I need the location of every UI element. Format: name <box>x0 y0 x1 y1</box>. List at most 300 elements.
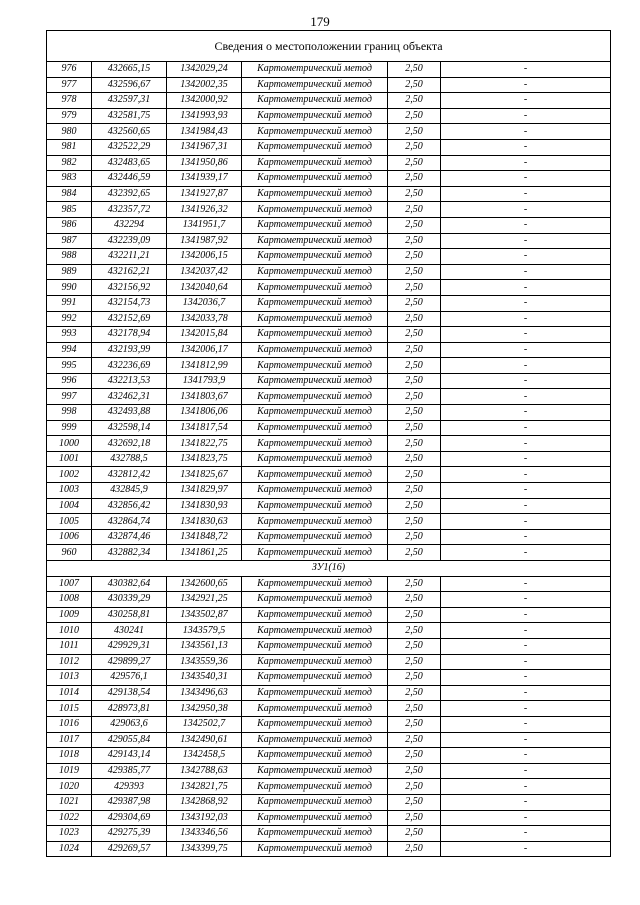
point-number-cell: 996 <box>47 373 92 389</box>
accuracy-cell: 2,50 <box>388 249 441 265</box>
coord-y-cell: 1341825,67 <box>167 467 242 483</box>
table-row <box>47 607 611 623</box>
point-number-cell: 1020 <box>47 779 92 795</box>
accuracy-cell: 2,50 <box>388 529 441 545</box>
accuracy-cell: 2,50 <box>388 186 441 202</box>
table-title-row <box>47 31 611 62</box>
description-cell: - <box>441 139 611 155</box>
coord-x-cell: 432154,73 <box>92 295 167 311</box>
accuracy-cell: 2,50 <box>388 280 441 296</box>
method-cell: Картометрический метод <box>242 171 388 187</box>
method-cell: Картометрический метод <box>242 405 388 421</box>
coord-y-cell: 1341830,63 <box>167 514 242 530</box>
description-cell: - <box>441 685 611 701</box>
method-cell: Картометрический метод <box>242 217 388 233</box>
description-cell: - <box>441 249 611 265</box>
accuracy-cell: 2,50 <box>388 576 441 592</box>
table-row <box>47 342 611 358</box>
point-number-cell: 1015 <box>47 701 92 717</box>
accuracy-cell: 2,50 <box>388 701 441 717</box>
point-number-cell: 1017 <box>47 732 92 748</box>
method-cell: Картометрический метод <box>242 607 388 623</box>
table-row <box>47 405 611 421</box>
coord-x-cell: 432462,31 <box>92 389 167 405</box>
accuracy-cell: 2,50 <box>388 420 441 436</box>
method-cell: Картометрический метод <box>242 451 388 467</box>
accuracy-cell: 2,50 <box>388 638 441 654</box>
coord-y-cell: 1342502,7 <box>167 716 242 732</box>
description-cell: - <box>441 358 611 374</box>
coord-y-cell: 1342868,92 <box>167 794 242 810</box>
accuracy-cell: 2,50 <box>388 108 441 124</box>
point-number-cell: 1011 <box>47 638 92 654</box>
coord-y-cell: 1342490,61 <box>167 732 242 748</box>
coord-x-cell: 429138,54 <box>92 685 167 701</box>
table-row <box>47 810 611 826</box>
table-row <box>47 186 611 202</box>
method-cell: Картометрический метод <box>242 514 388 530</box>
coord-x-cell: 432152,69 <box>92 311 167 327</box>
method-cell: Картометрический метод <box>242 373 388 389</box>
coord-y-cell: 1342950,38 <box>167 701 242 717</box>
accuracy-cell: 2,50 <box>388 748 441 764</box>
accuracy-cell: 2,50 <box>388 685 441 701</box>
coord-y-cell: 1341950,86 <box>167 155 242 171</box>
table-row <box>47 794 611 810</box>
point-number-cell: 993 <box>47 327 92 343</box>
point-number-cell: 980 <box>47 124 92 140</box>
point-number-cell: 976 <box>47 62 92 78</box>
description-cell: - <box>441 467 611 483</box>
description-cell: - <box>441 498 611 514</box>
accuracy-cell: 2,50 <box>388 139 441 155</box>
table-row <box>47 592 611 608</box>
table-row <box>47 389 611 405</box>
point-number-cell: 995 <box>47 358 92 374</box>
description-cell: - <box>441 186 611 202</box>
coord-x-cell: 429063,6 <box>92 716 167 732</box>
point-number-cell: 977 <box>47 77 92 93</box>
method-cell: Картометрический метод <box>242 623 388 639</box>
description-cell: - <box>441 124 611 140</box>
coord-x-cell: 432864,74 <box>92 514 167 530</box>
coord-x-cell: 432560,65 <box>92 124 167 140</box>
method-cell: Картометрический метод <box>242 748 388 764</box>
method-cell: Картометрический метод <box>242 654 388 670</box>
method-cell: Картометрический метод <box>242 249 388 265</box>
accuracy-cell: 2,50 <box>388 77 441 93</box>
coord-y-cell: 1341939,17 <box>167 171 242 187</box>
coord-x-cell: 432236,69 <box>92 358 167 374</box>
point-number-cell: 1024 <box>47 841 92 857</box>
method-cell: Картометрический метод <box>242 638 388 654</box>
method-cell: Картометрический метод <box>242 685 388 701</box>
point-number-cell: 988 <box>47 249 92 265</box>
table-row <box>47 108 611 124</box>
table-row <box>47 217 611 233</box>
accuracy-cell: 2,50 <box>388 93 441 109</box>
method-cell: Картометрический метод <box>242 467 388 483</box>
method-cell: Картометрический метод <box>242 498 388 514</box>
coord-y-cell: 1343561,13 <box>167 638 242 654</box>
table-row <box>47 654 611 670</box>
description-cell: - <box>441 233 611 249</box>
method-cell: Картометрический метод <box>242 436 388 452</box>
accuracy-cell: 2,50 <box>388 826 441 842</box>
table-row <box>47 436 611 452</box>
method-cell: Картометрический метод <box>242 77 388 93</box>
coord-y-cell: 1341993,93 <box>167 108 242 124</box>
coord-x-cell: 432294 <box>92 217 167 233</box>
table-row <box>47 373 611 389</box>
coord-y-cell: 1341984,43 <box>167 124 242 140</box>
method-cell: Картометрический метод <box>242 794 388 810</box>
table-row <box>47 327 611 343</box>
coord-y-cell: 1342037,42 <box>167 264 242 280</box>
table-row <box>47 155 611 171</box>
method-cell: Картометрический метод <box>242 358 388 374</box>
description-cell: - <box>441 716 611 732</box>
accuracy-cell: 2,50 <box>388 405 441 421</box>
coord-y-cell: 1341793,9 <box>167 373 242 389</box>
description-cell: - <box>441 311 611 327</box>
accuracy-cell: 2,50 <box>388 498 441 514</box>
coord-y-cell: 1341951,7 <box>167 217 242 233</box>
coord-y-cell: 1341812,99 <box>167 358 242 374</box>
accuracy-cell: 2,50 <box>388 592 441 608</box>
point-number-cell: 1001 <box>47 451 92 467</box>
point-number-cell: 1002 <box>47 467 92 483</box>
accuracy-cell: 2,50 <box>388 171 441 187</box>
description-cell: - <box>441 841 611 857</box>
description-cell: - <box>441 607 611 623</box>
coord-x-cell: 429143,14 <box>92 748 167 764</box>
description-cell: - <box>441 280 611 296</box>
point-number-cell: 999 <box>47 420 92 436</box>
method-cell: Картометрический метод <box>242 841 388 857</box>
point-number-cell: 978 <box>47 93 92 109</box>
coord-x-cell: 432882,34 <box>92 545 167 561</box>
section-label: ЗУ1(16) <box>47 561 611 577</box>
method-cell: Картометрический метод <box>242 280 388 296</box>
point-number-cell: 1016 <box>47 716 92 732</box>
boundary-coordinates-table <box>46 30 611 857</box>
coord-x-cell: 432156,92 <box>92 280 167 296</box>
coord-y-cell: 1342821,75 <box>167 779 242 795</box>
table-row <box>47 420 611 436</box>
point-number-cell: 1006 <box>47 529 92 545</box>
coord-x-cell: 432812,42 <box>92 467 167 483</box>
description-cell: - <box>441 373 611 389</box>
accuracy-cell: 2,50 <box>388 779 441 795</box>
coord-x-cell: 432392,65 <box>92 186 167 202</box>
table-row <box>47 623 611 639</box>
accuracy-cell: 2,50 <box>388 451 441 467</box>
coord-y-cell: 1341823,75 <box>167 451 242 467</box>
accuracy-cell: 2,50 <box>388 654 441 670</box>
description-cell: - <box>441 545 611 561</box>
accuracy-cell: 2,50 <box>388 62 441 78</box>
point-number-cell: 1005 <box>47 514 92 530</box>
point-number-cell: 1018 <box>47 748 92 764</box>
coord-y-cell: 1341806,06 <box>167 405 242 421</box>
accuracy-cell: 2,50 <box>388 545 441 561</box>
coord-x-cell: 432357,72 <box>92 202 167 218</box>
accuracy-cell: 2,50 <box>388 217 441 233</box>
coord-y-cell: 1341830,93 <box>167 498 242 514</box>
accuracy-cell: 2,50 <box>388 810 441 826</box>
description-cell: - <box>441 576 611 592</box>
description-cell: - <box>441 794 611 810</box>
description-cell: - <box>441 732 611 748</box>
description-cell: - <box>441 514 611 530</box>
method-cell: Картометрический метод <box>242 529 388 545</box>
description-cell: - <box>441 638 611 654</box>
point-number-cell: 960 <box>47 545 92 561</box>
description-cell: - <box>441 436 611 452</box>
table-title: Сведения о местоположении границ объекта <box>47 31 611 62</box>
coord-x-cell: 432692,18 <box>92 436 167 452</box>
point-number-cell: 1000 <box>47 436 92 452</box>
table-row <box>47 529 611 545</box>
coord-y-cell: 1342036,7 <box>167 295 242 311</box>
table-row <box>47 716 611 732</box>
method-cell: Картометрический метод <box>242 670 388 686</box>
table-row <box>47 264 611 280</box>
coord-y-cell: 1342458,5 <box>167 748 242 764</box>
table-row <box>47 249 611 265</box>
accuracy-cell: 2,50 <box>388 716 441 732</box>
coord-x-cell: 429387,98 <box>92 794 167 810</box>
accuracy-cell: 2,50 <box>388 389 441 405</box>
coord-y-cell: 1342006,15 <box>167 249 242 265</box>
point-number-cell: 1009 <box>47 607 92 623</box>
coord-y-cell: 1342015,84 <box>167 327 242 343</box>
method-cell: Картометрический метод <box>242 763 388 779</box>
method-cell: Картометрический метод <box>242 342 388 358</box>
point-number-cell: 984 <box>47 186 92 202</box>
accuracy-cell: 2,50 <box>388 342 441 358</box>
coord-x-cell: 432788,5 <box>92 451 167 467</box>
coord-x-cell: 429929,31 <box>92 638 167 654</box>
method-cell: Картометрический метод <box>242 155 388 171</box>
coord-x-cell: 429385,77 <box>92 763 167 779</box>
point-number-cell: 994 <box>47 342 92 358</box>
point-number-cell: 1014 <box>47 685 92 701</box>
coord-x-cell: 432483,65 <box>92 155 167 171</box>
coord-x-cell: 432239,09 <box>92 233 167 249</box>
coord-y-cell: 1341987,92 <box>167 233 242 249</box>
table-row <box>47 638 611 654</box>
coord-x-cell: 432522,29 <box>92 139 167 155</box>
table-row <box>47 514 611 530</box>
description-cell: - <box>441 763 611 779</box>
description-cell: - <box>441 405 611 421</box>
accuracy-cell: 2,50 <box>388 436 441 452</box>
point-number-cell: 998 <box>47 405 92 421</box>
method-cell: Картометрический метод <box>242 576 388 592</box>
point-number-cell: 1013 <box>47 670 92 686</box>
coord-x-cell: 432874,46 <box>92 529 167 545</box>
coord-x-cell: 432493,88 <box>92 405 167 421</box>
point-number-cell: 979 <box>47 108 92 124</box>
method-cell: Картометрический метод <box>242 62 388 78</box>
coord-x-cell: 432178,94 <box>92 327 167 343</box>
description-cell: - <box>441 810 611 826</box>
description-cell: - <box>441 155 611 171</box>
method-cell: Картометрический метод <box>242 389 388 405</box>
method-cell: Картометрический метод <box>242 327 388 343</box>
coord-y-cell: 1343559,36 <box>167 654 242 670</box>
accuracy-cell: 2,50 <box>388 202 441 218</box>
accuracy-cell: 2,50 <box>388 327 441 343</box>
point-number-cell: 989 <box>47 264 92 280</box>
method-cell: Картометрический метод <box>242 420 388 436</box>
accuracy-cell: 2,50 <box>388 155 441 171</box>
coord-y-cell: 1341967,31 <box>167 139 242 155</box>
coord-x-cell: 432213,53 <box>92 373 167 389</box>
point-number-cell: 1004 <box>47 498 92 514</box>
point-number-cell: 990 <box>47 280 92 296</box>
coord-y-cell: 1341848,72 <box>167 529 242 545</box>
method-cell: Картометрический метод <box>242 108 388 124</box>
coord-x-cell: 432581,75 <box>92 108 167 124</box>
point-number-cell: 1007 <box>47 576 92 592</box>
coord-x-cell: 432193,99 <box>92 342 167 358</box>
point-number-cell: 1023 <box>47 826 92 842</box>
table-row <box>47 701 611 717</box>
coord-y-cell: 1341817,54 <box>167 420 242 436</box>
coord-x-cell: 432598,14 <box>92 420 167 436</box>
coord-y-cell: 1343540,31 <box>167 670 242 686</box>
description-cell: - <box>441 592 611 608</box>
coord-x-cell: 429304,69 <box>92 810 167 826</box>
coord-y-cell: 1342033,78 <box>167 311 242 327</box>
point-number-cell: 997 <box>47 389 92 405</box>
table-row <box>47 763 611 779</box>
method-cell: Картометрический метод <box>242 93 388 109</box>
point-number-cell: 1010 <box>47 623 92 639</box>
coord-x-cell: 432162,21 <box>92 264 167 280</box>
description-cell: - <box>441 217 611 233</box>
accuracy-cell: 2,50 <box>388 732 441 748</box>
coord-x-cell: 430258,81 <box>92 607 167 623</box>
description-cell: - <box>441 779 611 795</box>
accuracy-cell: 2,50 <box>388 483 441 499</box>
method-cell: Картометрический метод <box>242 826 388 842</box>
point-number-cell: 992 <box>47 311 92 327</box>
table-row <box>47 826 611 842</box>
table-row <box>47 124 611 140</box>
method-cell: Картометрический метод <box>242 264 388 280</box>
table-row <box>47 62 611 78</box>
description-cell: - <box>441 77 611 93</box>
coord-y-cell: 1341803,67 <box>167 389 242 405</box>
method-cell: Картометрический метод <box>242 732 388 748</box>
accuracy-cell: 2,50 <box>388 607 441 623</box>
table-row <box>47 202 611 218</box>
accuracy-cell: 2,50 <box>388 311 441 327</box>
description-cell: - <box>441 264 611 280</box>
coord-x-cell: 429393 <box>92 779 167 795</box>
coord-x-cell: 429055,84 <box>92 732 167 748</box>
description-cell: - <box>441 327 611 343</box>
point-number-cell: 1021 <box>47 794 92 810</box>
coord-x-cell: 432596,67 <box>92 77 167 93</box>
coord-x-cell: 432211,21 <box>92 249 167 265</box>
point-number-cell: 986 <box>47 217 92 233</box>
description-cell: - <box>441 623 611 639</box>
description-cell: - <box>441 108 611 124</box>
coord-x-cell: 432845,9 <box>92 483 167 499</box>
method-cell: Картометрический метод <box>242 139 388 155</box>
table-row <box>47 451 611 467</box>
point-number-cell: 982 <box>47 155 92 171</box>
method-cell: Картометрический метод <box>242 233 388 249</box>
coord-y-cell: 1342029,24 <box>167 62 242 78</box>
method-cell: Картометрический метод <box>242 779 388 795</box>
coord-y-cell: 1342600,65 <box>167 576 242 592</box>
accuracy-cell: 2,50 <box>388 763 441 779</box>
table-row <box>47 483 611 499</box>
method-cell: Картометрический метод <box>242 202 388 218</box>
table-row <box>47 748 611 764</box>
coord-y-cell: 1342788,63 <box>167 763 242 779</box>
table-row <box>47 311 611 327</box>
coord-y-cell: 1341822,75 <box>167 436 242 452</box>
coord-x-cell: 430339,29 <box>92 592 167 608</box>
coord-y-cell: 1342002,35 <box>167 77 242 93</box>
method-cell: Картометрический метод <box>242 701 388 717</box>
accuracy-cell: 2,50 <box>388 295 441 311</box>
table-row <box>47 498 611 514</box>
table-row <box>47 295 611 311</box>
description-cell: - <box>441 171 611 187</box>
coord-x-cell: 432597,31 <box>92 93 167 109</box>
description-cell: - <box>441 342 611 358</box>
coord-x-cell: 432856,42 <box>92 498 167 514</box>
table-row <box>47 358 611 374</box>
description-cell: - <box>441 62 611 78</box>
description-cell: - <box>441 389 611 405</box>
method-cell: Картометрический метод <box>242 124 388 140</box>
point-number-cell: 985 <box>47 202 92 218</box>
description-cell: - <box>441 748 611 764</box>
coord-y-cell: 1342006,17 <box>167 342 242 358</box>
table-row <box>47 779 611 795</box>
coord-y-cell: 1342921,25 <box>167 592 242 608</box>
description-cell: - <box>441 483 611 499</box>
table-row <box>47 77 611 93</box>
description-cell: - <box>441 295 611 311</box>
coord-y-cell: 1341926,32 <box>167 202 242 218</box>
table-row <box>47 576 611 592</box>
coord-y-cell: 1342000,92 <box>167 93 242 109</box>
coord-y-cell: 1343496,63 <box>167 685 242 701</box>
description-cell: - <box>441 202 611 218</box>
point-number-cell: 1019 <box>47 763 92 779</box>
point-number-cell: 1022 <box>47 810 92 826</box>
point-number-cell: 1012 <box>47 654 92 670</box>
coord-x-cell: 429899,27 <box>92 654 167 670</box>
description-cell: - <box>441 701 611 717</box>
method-cell: Картометрический метод <box>242 186 388 202</box>
accuracy-cell: 2,50 <box>388 467 441 483</box>
accuracy-cell: 2,50 <box>388 514 441 530</box>
coord-x-cell: 429269,57 <box>92 841 167 857</box>
point-number-cell: 1008 <box>47 592 92 608</box>
coord-x-cell: 428973,81 <box>92 701 167 717</box>
